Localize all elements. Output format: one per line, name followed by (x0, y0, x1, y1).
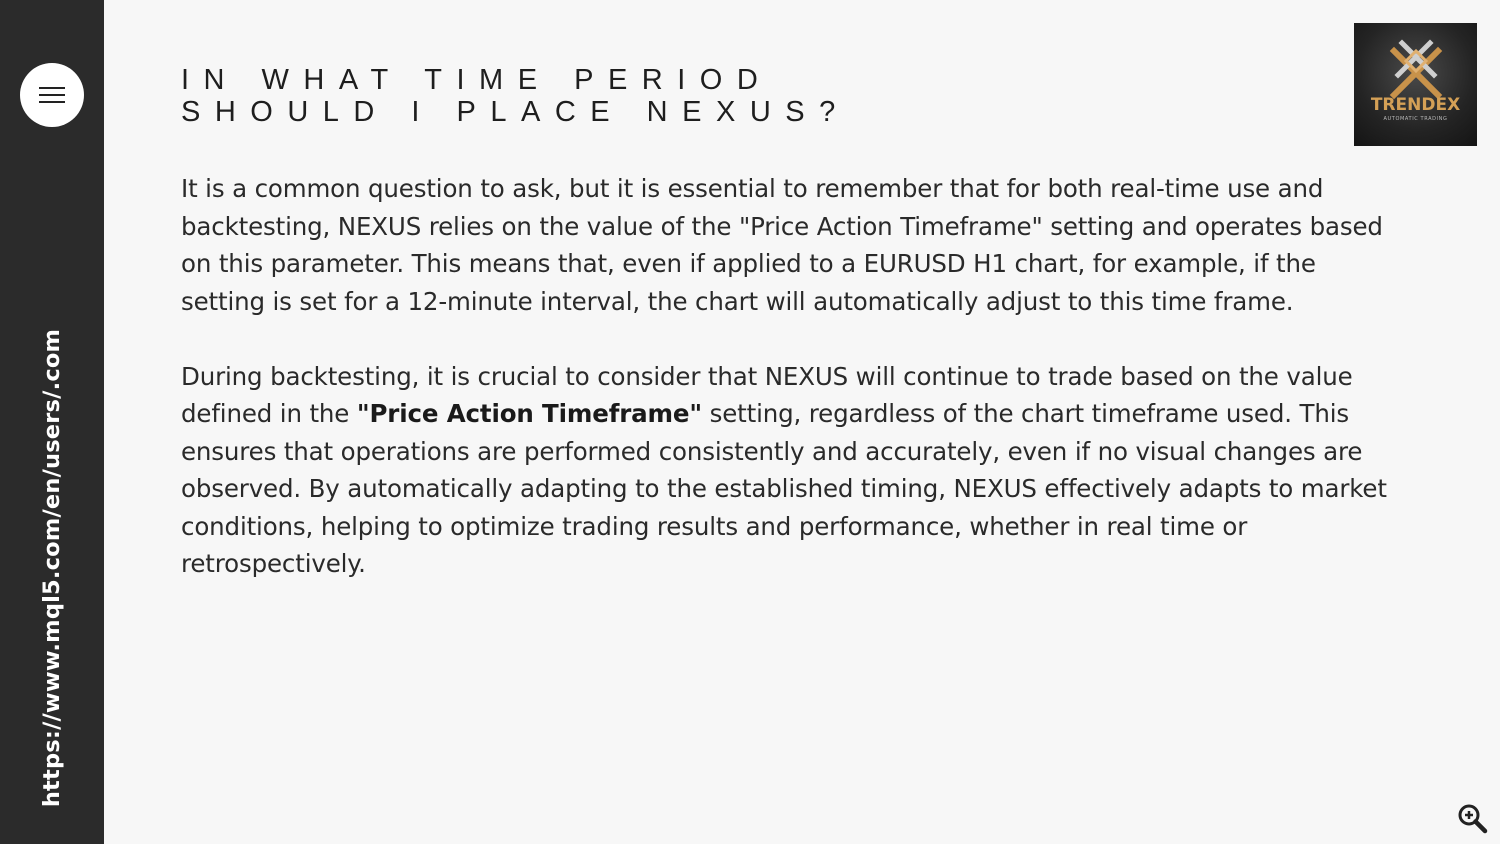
paragraph-2-part-2: setting, regardless of the chart timeframe used. This ensures that operations are performed consistently and accurately, even if no visual changes are observed. By automatically adapting to the established timing, NEXUS effectively adapts to market conditions, helping to optimize trading results and performance, whether in real time or retrospectively. (181, 399, 1387, 578)
paragraph-1: It is a common question to ask, but it is essential to remember that for both real-time use and backtesting, NEXUS relies on the value of the "Price Action Timeframe" setting and operates based on this parameter. This means that, even if applied to a EURUSD H1 chart, for example, if the setting is set for a 12-minute interval, the chart will automatically adjust to this time frame. (181, 174, 1383, 316)
logo-brand-text: TRENDEX (1370, 95, 1461, 115)
main-content (181, 170, 1396, 620)
menu-button[interactable] (20, 63, 84, 127)
logo-tagline-text: AUTOMATIC TRADING (1383, 116, 1448, 122)
paragraph-2-part-1: During backtesting, it is crucial to consider that NEXUS will continue to trade based on the value defined in the (181, 361, 1353, 428)
title-line-2: SHOULD I PLACE NEXUS? (181, 96, 850, 128)
hamburger-menu-icon (39, 85, 65, 105)
sidebar (0, 0, 104, 844)
website-link[interactable]: https://www.mql5.com/en/users/.com (39, 328, 65, 808)
logo-emblem-icon (1394, 43, 1438, 95)
paragraph-2 (181, 358, 1396, 583)
page-title (181, 64, 850, 128)
trendex-logo (1354, 23, 1477, 146)
zoom-in-icon[interactable] (1456, 802, 1488, 834)
paragraph-2-emphasis: "Price Action Timeframe" (356, 399, 702, 428)
title-line-1: IN WHAT TIME PERIOD (181, 64, 773, 96)
